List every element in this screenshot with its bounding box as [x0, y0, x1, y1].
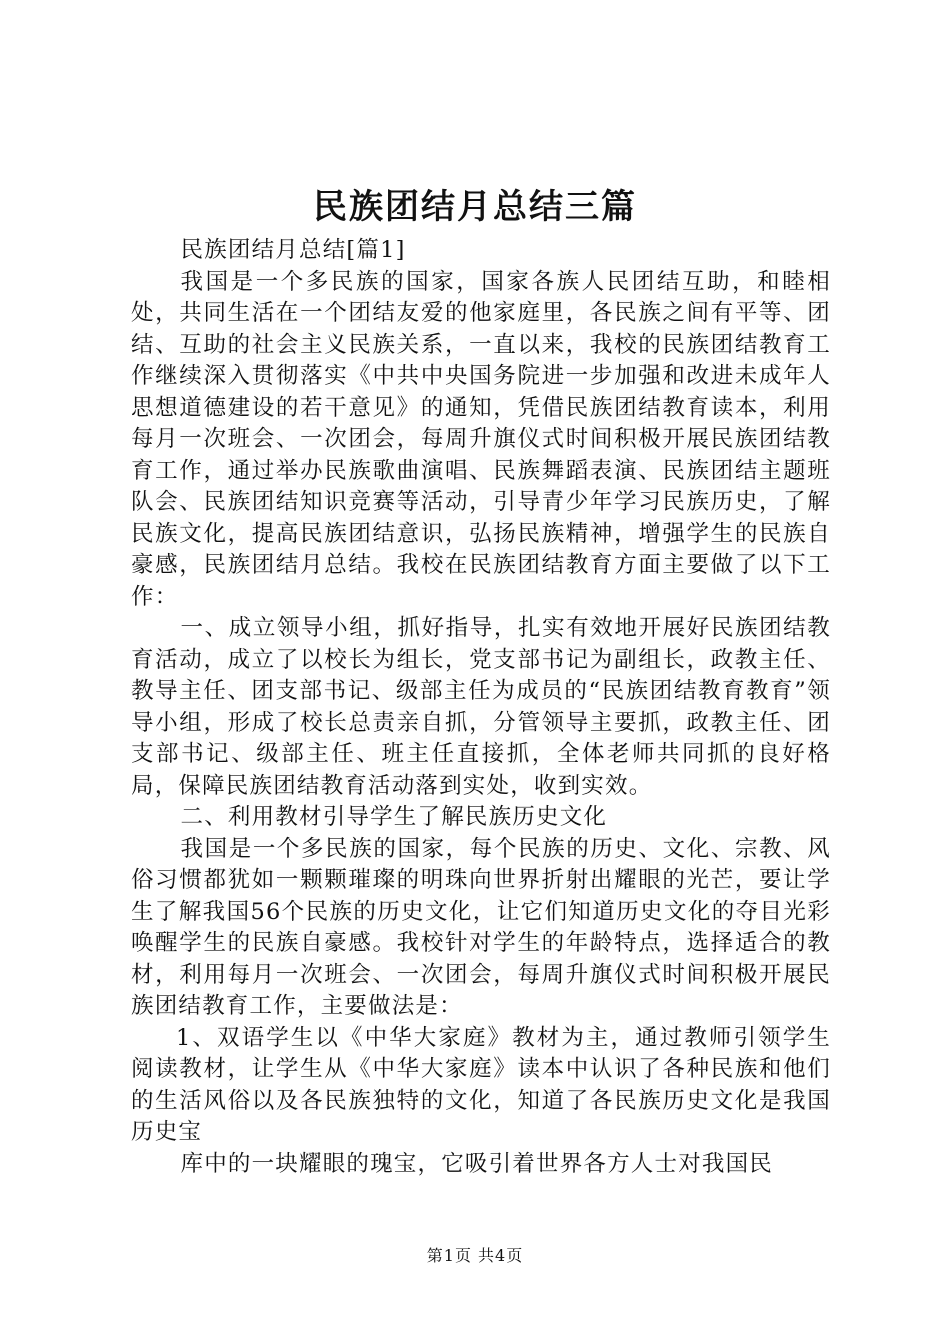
section-heading: 民族团结月总结[篇1]: [180, 237, 406, 263]
list-item: 1、双语学生以《中华大家庭》教材为主，通过教师引领学生阅读教材，让学生从《中华大家庭》读本中认识了各种民族和他们的生活风俗以及各民族独特的文化，知道了各民族历史文化是我国历史宝: [131, 1024, 831, 1145]
document-title: 民族团结月总结三篇: [313, 187, 637, 227]
paragraph: 我国是一个多民族的国家，每个民族的历史、文化、宗教、风俗习惯都犹如一颗颗璀璨的明珠向世界折射出耀眼的光芒，要让学生了解我国56个民族的历史文化，让它们知道历史文化的夺目光彩唤醒学生的民族自豪感。我校针对学生的年龄特点，选择适合的教材，利用每月一次班会、一次团会，每周升旗仪式时间积极开展民族团结教育工作，主要做法是：: [131, 835, 831, 1019]
subheading: 二、利用教材引导学生了解民族历史文化: [180, 804, 608, 830]
paragraph: 库中的一块耀眼的瑰宝，它吸引着世界各方人士对我国民: [180, 1150, 774, 1177]
document-body: [131, 235, 831, 1180]
paragraph: 一、成立领导小组，抓好指导，扎实有效地开展好民族团结教育活动，成立了以校长为组长，党支部书记为副组长，政教主任、教导主任、团支部书记、级部主任为成员的“民族团结教育教育”领导小组，形成了校长总责亲自抓，分管领导主要抓，政教主任、团支部书记、级部主任、班主任直接抓，全体老师共同抓的良好格局，保障民族团结教育活动落到实处，收到实效。: [131, 615, 831, 799]
paragraph: 我国是一个多民族的国家，国家各族人民团结互助，和睦相处，共同生活在一个团结友爱的他家庭里，各民族之间有平等、团结、互助的社会主义民族关系，一直以来，我校的民族团结教育工作继续深入贯彻落实《中共中央国务院进一步加强和改进未成年人思想道德建设的若干意见》的通知，凭借民族团结教育读本，利用每月一次班会、一次团会，每周升旗仪式时间积极开展民族团结教育工作，通过举办民族歌曲演唱、民族舞蹈表演、民族团结主题班队会、民族团结知识竞赛等活动，引导青少年学习民族历史，了解民族文化，提高民族团结意识，弘扬民族精神，增强学生的民族自豪感，民族团结月总结。我校在民族团结教育方面主要做了以下工作：: [131, 268, 831, 610]
page-footer: 第1页 共4页: [426, 1246, 524, 1265]
